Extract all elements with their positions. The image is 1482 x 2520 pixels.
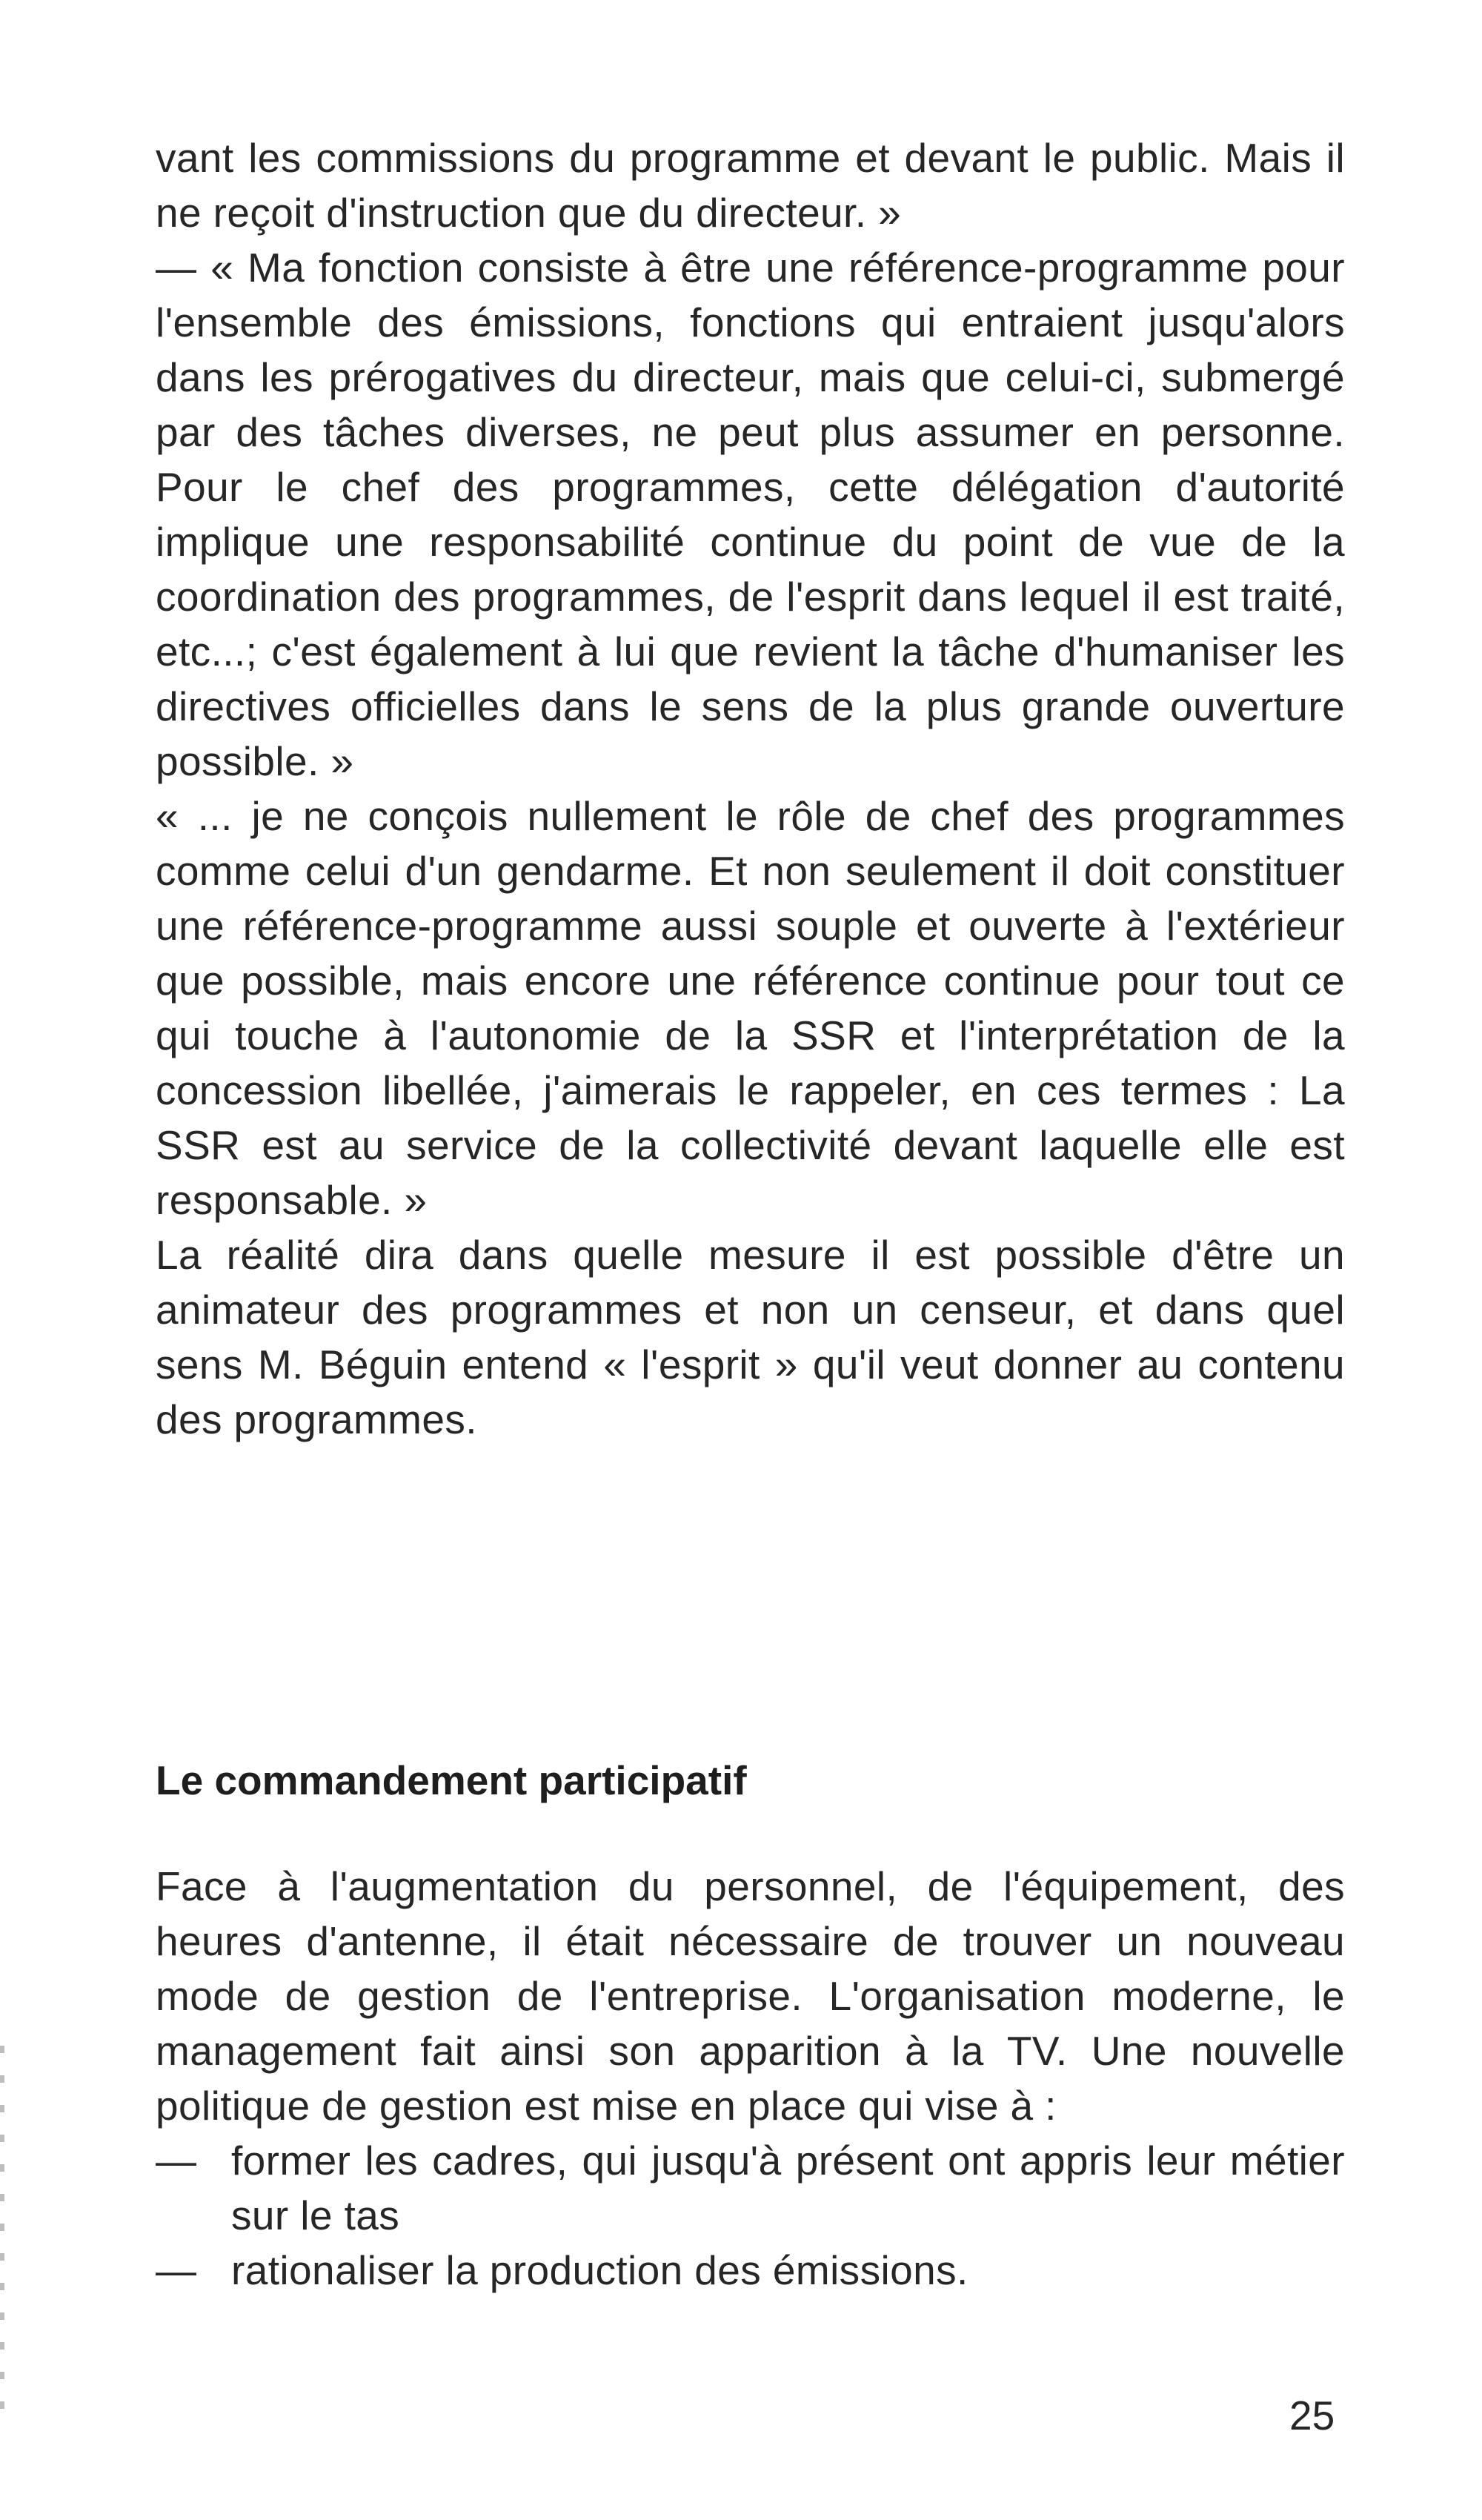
list-item [156,2243,1345,2298]
list-item [156,2133,1345,2243]
quote-block [156,130,1345,1447]
section-heading: Le commandement participatif [156,1757,747,1803]
paragraph-function-quote: — « Ma fonction consiste à être une référence-programme pour l'ensemble des émissions, fonctions qui entraient jusqu'alors dans les prérogatives du directeur, mais que celui-ci, submergé par des tâches diverses, ne peut plus assumer en personne. Pour le chef des programmes, cette délégation d'autorité implique une responsabilité continue du point de vue de la coordination des programmes, de l'esprit dans lequel il est traité, etc...; c'est également à lui que revient la tâche d'humaniser les directives officielles dans le sens de la plus grande ouverture possible. » [156,245,1345,784]
paragraph-reality: La réalité dira dans quelle mesure il est possible d'être un animateur des programmes et non un censeur, et dans quel sens M. Béguin entend « l'esprit » qu'il veut donner au contenu des programmes. [156,1232,1345,1442]
paragraph-continuation: vant les commissions du programme et devant le public. Mais il ne reçoit d'instruction que du directeur. » [156,135,1345,236]
dash-marker: — [156,2138,197,2184]
dash-marker: — [156,2247,197,2293]
scan-edge-marks [0,2046,4,2431]
list-item-text: former les cadres, qui jusqu'à présent ont appris leur métier sur le tas [231,2138,1345,2238]
paragraph-gendarme-quote: « ... je ne conçois nullement le rôle de chef des programmes comme celui d'un gendarme. Et non seulement il doit constituer une référence-programme aussi souple et ouverte à l'extérieur que possible, mais encore une référence continue pour tout ce qui touche à l'autonomie de la SSR et l'interprétation de la concession libellée, j'aimerais le rappeler, en ces termes : La SSR est au service de la collectivité devant laquelle elle est responsable. » [156,793,1345,1223]
section-body [156,1859,1345,2298]
page-number: 25 [1289,2393,1335,2438]
paragraph-intro: Face à l'augmentation du personnel, de l'équipement, des heures d'antenne, il était nécessaire de trouver un nouveau mode de gestion de l'entreprise. L'organisation moderne, le management fait ainsi son apparition à la TV. Une nouvelle politique de gestion est mise en place qui vise à : [156,1863,1345,2129]
list-item-text: rationaliser la production des émissions. [231,2247,968,2293]
